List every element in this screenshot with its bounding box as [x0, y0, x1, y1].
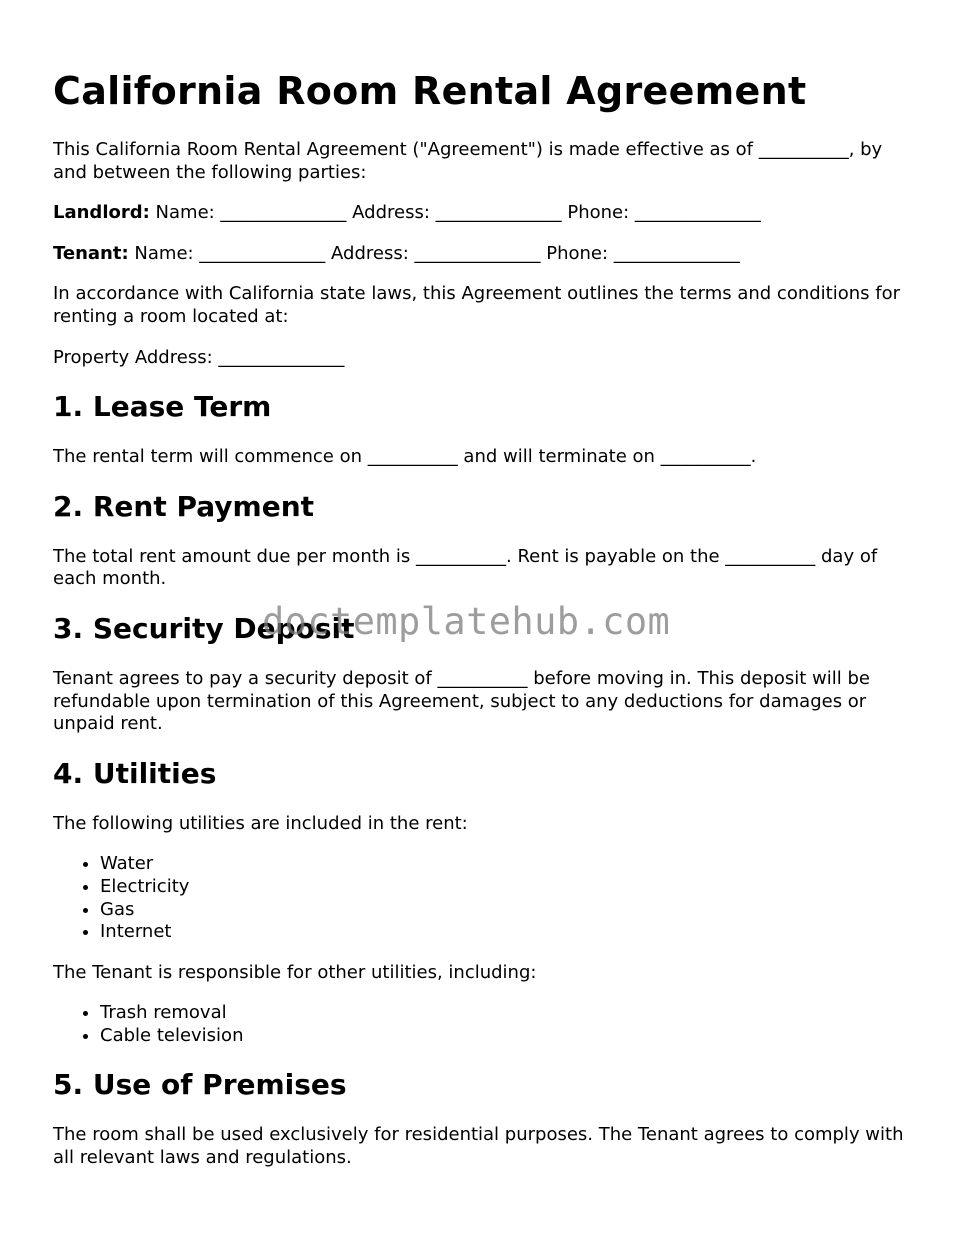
- list-item: • Internet: [100, 921, 913, 944]
- utilities-tenant-intro: The Tenant is responsible for other utilities, including:: [53, 961, 537, 983]
- rent-payment-paragraph: The total rent amount due per month is __________. Rent is payable on the __________ day of each month.: [53, 545, 878, 590]
- utilities-included-intro: The following utilities are included in the rent:: [53, 812, 468, 834]
- list-item: • Cable television: [100, 1025, 913, 1048]
- landlord-label: Landlord:: [53, 202, 150, 224]
- section-heading-lease-term: 1. Lease Term: [53, 390, 272, 424]
- tenant-fields: Name: ______________ Address: ______________ Phone: ______________: [128, 242, 740, 264]
- section-heading-rent-payment: 2. Rent Payment: [53, 489, 315, 523]
- landlord-fields: Name: ______________ Address: ______________ Phone: ______________: [149, 202, 761, 224]
- accordance-paragraph: In accordance with California state laws, this Agreement outlines the terms and conditions for renting a room located at:: [53, 283, 901, 327]
- utilities-included-list: [53, 853, 913, 943]
- list-item: • Electricity: [100, 876, 913, 899]
- tenant-label: Tenant:: [53, 242, 129, 264]
- lease-term-paragraph: The rental term will commence on __________ and will terminate on __________.: [53, 446, 757, 468]
- document-title: California Room Rental Agreement: [53, 69, 807, 113]
- security-deposit-paragraph: Tenant agrees to pay a security deposit of __________ before moving in. This deposit will be refundable upon termination of this Agreement, subject to any deductions for damages or unpaid rent.: [53, 667, 871, 735]
- tenant-line: [53, 243, 913, 266]
- property-address-line: Property Address: ______________: [53, 346, 345, 368]
- section-heading-security-deposit: 3. Security Deposit: [53, 611, 355, 645]
- document-page: [53, 0, 913, 1170]
- intro-paragraph: This California Room Rental Agreement ("Agreement") is made effective as of __________, by and between the following parties:: [53, 139, 883, 183]
- section-heading-utilities: 4. Utilities: [53, 756, 217, 790]
- list-item: • Trash removal: [100, 1002, 913, 1025]
- landlord-line: [53, 202, 913, 225]
- use-of-premises-paragraph: The room shall be used exclusively for residential purposes. The Tenant agrees to comply with all relevant laws and regulations.: [53, 1124, 904, 1169]
- utilities-tenant-list: [53, 1002, 913, 1047]
- list-item: • Gas: [100, 899, 913, 922]
- list-item: • Water: [100, 853, 913, 876]
- watermark: doctemplatehub.com: [262, 600, 671, 643]
- section-heading-use-of-premises: 5. Use of Premises: [53, 1068, 347, 1102]
